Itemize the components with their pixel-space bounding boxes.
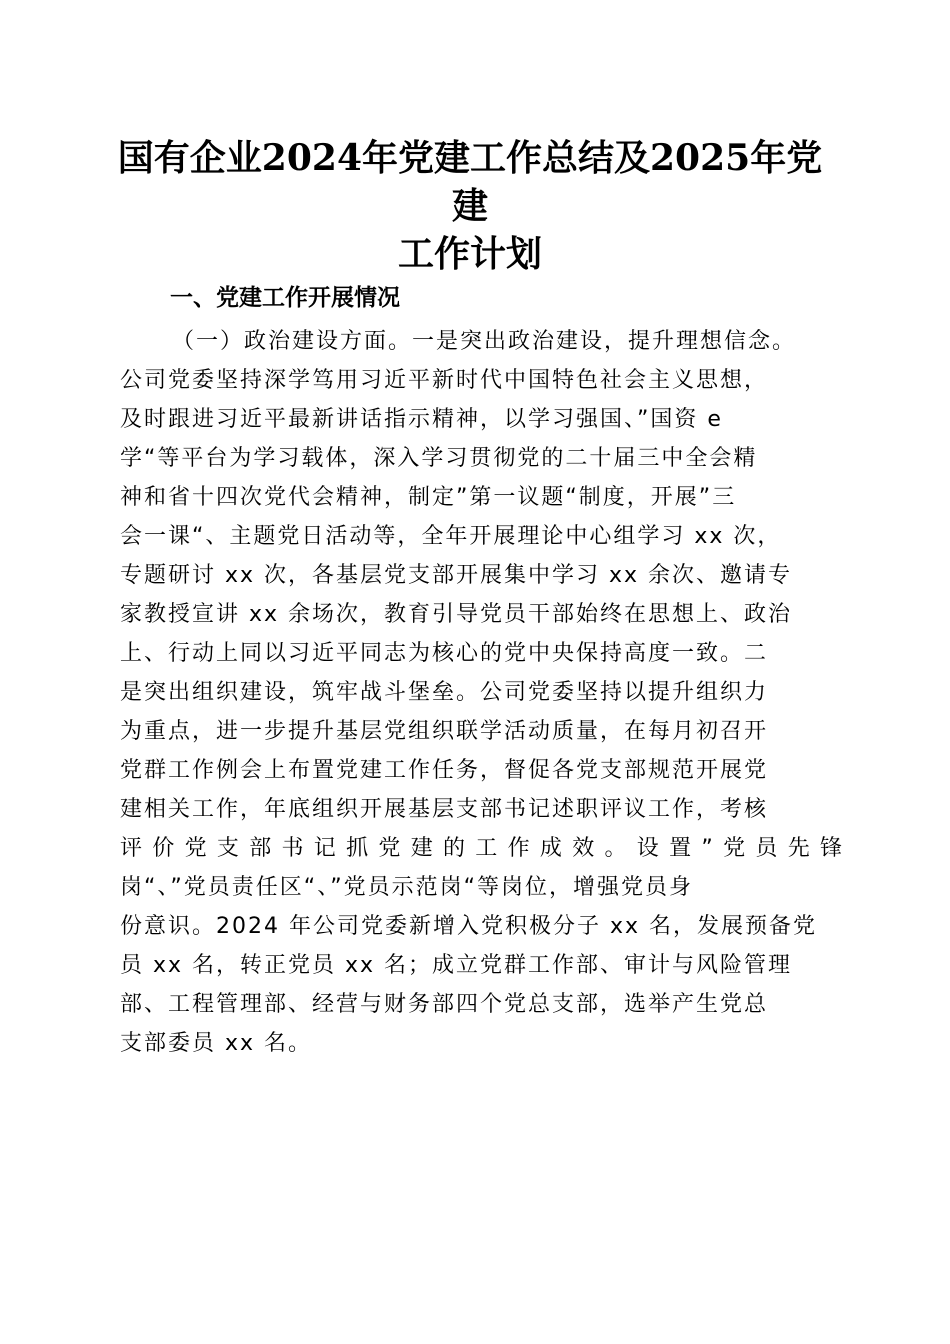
paragraph-line: 是突出组织建设，筑牢战斗堡垒。公司党委坚持以提升组织力 [120, 680, 769, 705]
paragraph-line: 党群工作例会上布置党建工作任务，督促各党支部规范开展党 [120, 758, 769, 783]
section-heading: 一、党建工作开展情况 [170, 285, 400, 311]
paragraph-line: 为重点，进一步提升基层党组织联学活动质量，在每月初召开 [120, 719, 769, 744]
paragraph-line: 部、工程管理部、经营与财务部四个党总支部，选举产生党总 [120, 992, 769, 1017]
paragraph-line: 上、行动上同以习近平同志为核心的党中央保持高度一致。二 [120, 641, 769, 666]
paragraph-line: 岗“、”党员责任区“、”党员示范岗“等岗位，增强党员身 [120, 875, 693, 900]
paragraph-line: 建相关工作，年底组织开展基层支部书记述职评议工作，考核 [120, 797, 769, 822]
paragraph-line: （一）政治建设方面。一是突出政治建设，提升理想信念。 [172, 329, 797, 354]
paragraph-line: 家教授宣讲 xx 余场次，教育引导党员干部始终在思想上、政治 [120, 602, 793, 627]
paragraph-line: 及时跟进习近平最新讲话指示精神，以学习强国、”国资 e [120, 407, 723, 432]
paragraph-line: 份意识。2024 年公司党委新增入党积极分子 xx 名，发展预备党 [120, 914, 818, 939]
paragraph-line: 专题研讨 xx 次，各基层党支部开展集中学习 xx 余次、邀请专 [120, 563, 793, 588]
paragraph-line: 神和省十四次党代会精神，制定”第一议题“制度，开展”三 [120, 485, 737, 510]
paragraph-line: 学“等平台为学习载体，深入学习贯彻党的二十届三中全会精 [120, 446, 758, 471]
paragraph-line: 支部委员 xx 名。 [120, 1031, 313, 1056]
paragraph-line: 评价党支部书记抓党建的工作成效。设置”党员先锋 [120, 836, 844, 861]
paragraph-line: 员 xx 名，转正党员 xx 名；成立党群工作部、审计与风险管理 [120, 953, 793, 978]
document-title [100, 134, 840, 278]
title-line-2: 工作计划 [397, 233, 542, 275]
title-line-1: 国有企业2024年党建工作总结及2025年党建 [117, 137, 823, 227]
paragraph-line: 公司党委坚持深学笃用习近平新时代中国特色社会主义思想， [120, 368, 769, 393]
body-paragraph [120, 322, 844, 1063]
paragraph-line: 会一课“、主题党日活动等，全年开展理论中心组学习 xx 次， [120, 524, 782, 549]
